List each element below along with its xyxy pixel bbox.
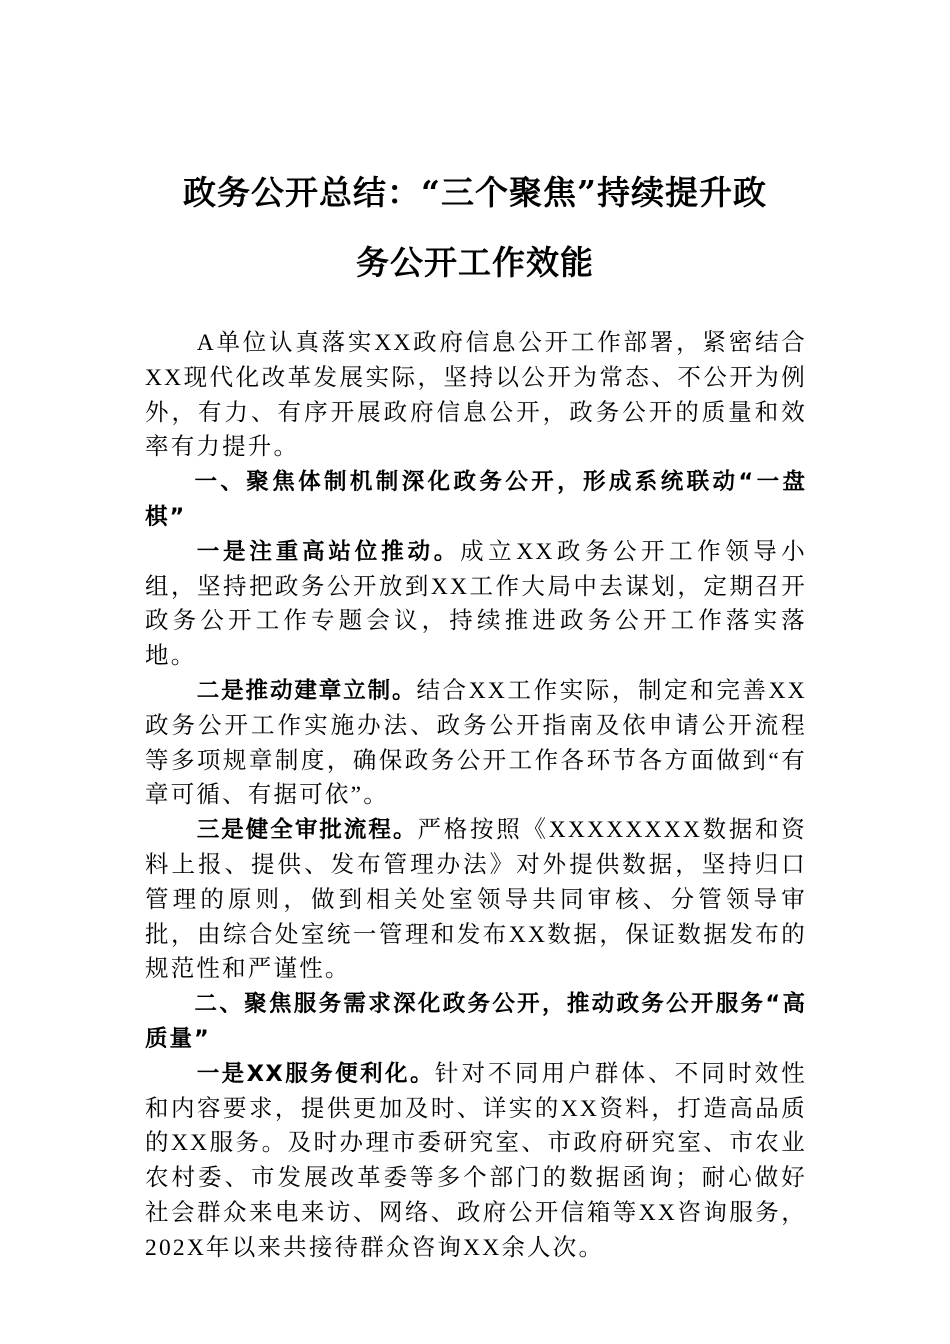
paragraph xyxy=(145,535,807,674)
paragraph-text: 结合XX工作实际，制定和完善XX政务公开工作实施办法、政务公开指南及依申请公开流程等多项规章制度，确保政务公开工作各环节各方面做到“有章可循、有据可依”。 xyxy=(145,677,807,809)
document-body xyxy=(145,326,807,1266)
section-heading-1: 一、聚焦体制机制深化政务公开，形成系统联动“一盘棋” xyxy=(145,469,807,530)
paragraph-lead: 二是推动建章立制。 xyxy=(196,677,417,704)
paragraph-lead: 一是注重高站位推动。 xyxy=(196,538,461,565)
paragraph xyxy=(145,674,807,813)
paragraph-text: 针对不同用户群体、不同时效性和内容要求，提供更加及时、详实的XX资料，打造高品质的XX服务。及时办理市委研究室、市政府研究室、市农业农村委、市发展改革委等多个部门的数据函询；耐心做好社会群众来电来访、网络、政府公开信箱等XX咨询服务，202X年以来共接待群众咨询XX余人次。 xyxy=(145,1060,807,1261)
title-line-2: 务公开工作效能 xyxy=(356,243,594,282)
section-heading-2: 二、聚焦服务需求深化政务公开，推动政务公开服务“高质量” xyxy=(145,991,807,1052)
paragraph-lead: 一是XX服务便利化。 xyxy=(196,1060,435,1087)
paragraph xyxy=(145,813,807,987)
paragraph-text: 严格按照《XXXXXXXX数据和资料上报、提供、发布管理办法》对外提供数据，坚持归口管理的原则，做到相关处室领导共同审核、分管领导审批，由综合处室统一管理和发布XX数据，保证数据发布的规范性和严谨性。 xyxy=(145,817,807,983)
document-title xyxy=(0,158,950,298)
title-line-1: 政务公开总结：“三个聚焦”持续提升政 xyxy=(183,173,767,212)
paragraph xyxy=(145,1057,807,1266)
paragraph-text: 成立XX政务公开工作领导小组，坚持把政务公开放到XX工作大局中去谋划，定期召开政务公开工作专题会议，持续推进政务公开工作落实落地。 xyxy=(145,538,807,670)
paragraph-lead: 三是健全审批流程。 xyxy=(196,817,418,844)
intro-paragraph: A单位认真落实XX政府信息公开工作部署，紧密结合XX现代化改革发展实际，坚持以公开为常态、不公开为例外，有力、有序开展政府信息公开，政务公开的质量和效率有力提升。 xyxy=(145,330,807,461)
